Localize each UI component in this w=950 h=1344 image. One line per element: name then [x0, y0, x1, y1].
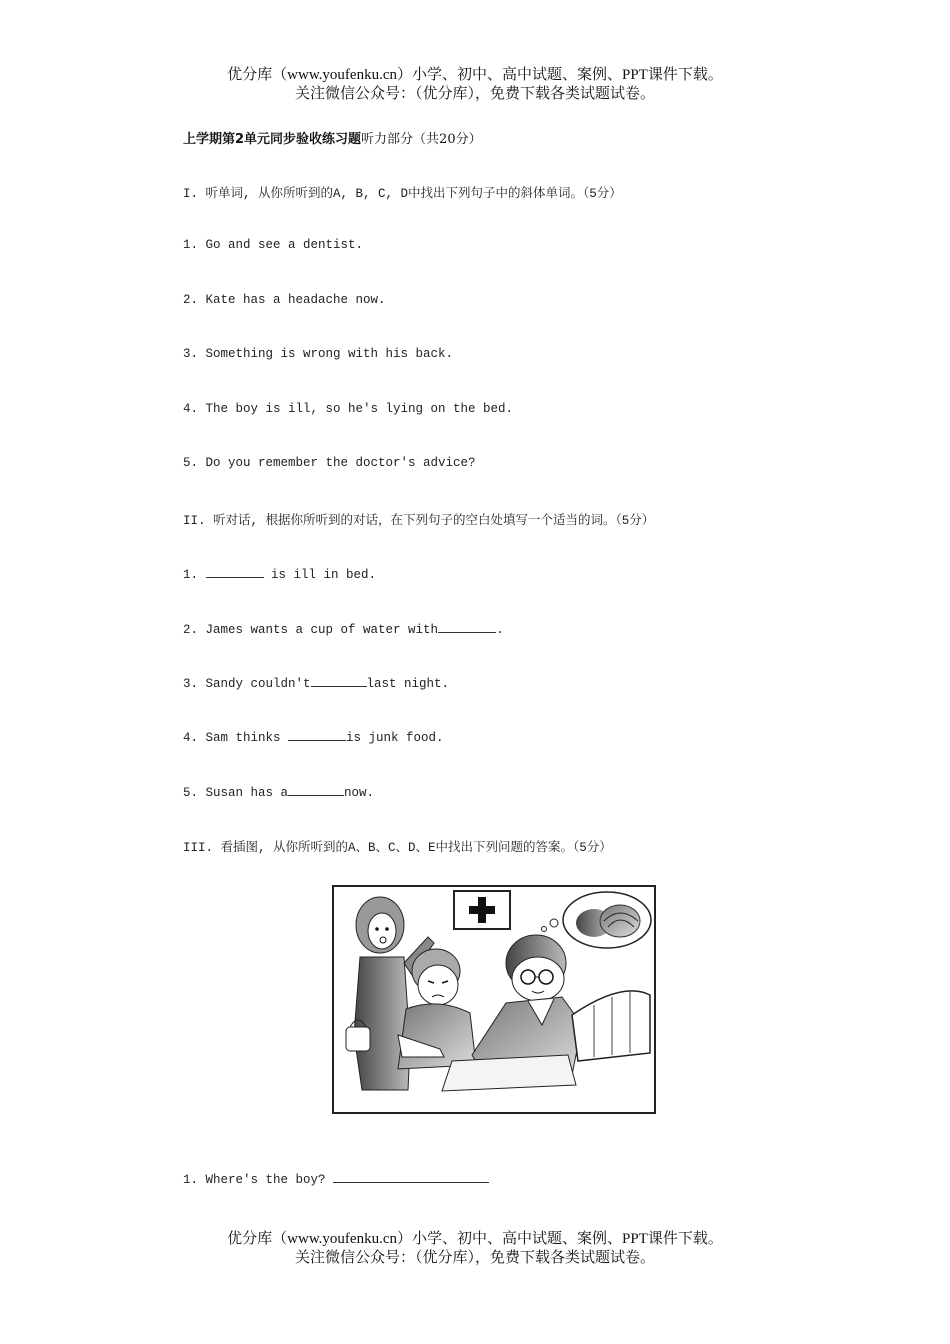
- clinic-illustration: [332, 885, 656, 1114]
- item-text-before: James wants a cup of water with: [205, 623, 439, 637]
- document-title: [183, 128, 482, 147]
- item-text-before: Susan has a: [205, 786, 289, 800]
- answer-blank[interactable]: [206, 565, 264, 578]
- item-text-before: Sam thinks: [205, 731, 289, 745]
- section-2-item-5: [183, 783, 374, 800]
- header-line-1: 优分库（www.youfenku.cn）小学、初中、高中试题、案例、PPT课件下载。: [227, 67, 723, 83]
- section-1-heading: I. 听单词, 从你所听到的A, B, C, D中找出下列句子中的斜体单词。（5分）: [183, 187, 622, 201]
- item-number: 2.: [183, 623, 206, 637]
- section-3-heading: III. 看插图, 从你所听到的A、B、C、D、E中找出下列问题的答案。（5分）: [183, 841, 612, 855]
- section-1-item-1: 1. Go and see a dentist.: [183, 238, 364, 252]
- answer-blank[interactable]: [288, 728, 346, 741]
- section-1-item-3: 3. Something is wrong with his back.: [183, 347, 454, 361]
- item-text-after: is junk food.: [346, 731, 444, 745]
- section-2-item-1: [183, 565, 376, 582]
- section-2-item-3: [183, 674, 449, 691]
- item-number: 1.: [183, 568, 206, 582]
- answer-blank[interactable]: [311, 674, 367, 687]
- answer-blank[interactable]: [438, 620, 496, 633]
- answer-blank[interactable]: [288, 783, 344, 796]
- item-number: 4.: [183, 731, 206, 745]
- item-text-after: is ill in bed.: [263, 568, 377, 582]
- title-rest: 听力部分（共20分）: [361, 132, 482, 147]
- section-1-item-4: 4. The boy is ill, so he's lying on the bed.: [183, 402, 514, 416]
- section-1-item-5: 5. Do you remember the doctor's advice?: [183, 456, 476, 470]
- section-2-heading: II. 听对话, 根据你所听到的对话，在下列句子的空白处填写一个适当的词。（5分）: [183, 514, 655, 528]
- item-number: 5.: [183, 786, 206, 800]
- section-2-item-2: [183, 620, 504, 637]
- item-text-after: .: [496, 623, 504, 637]
- footer-line-2: 关注微信公众号：（优分库），免费下载各类试题试卷。: [294, 1250, 655, 1266]
- question-text: 1. Where's the boy?: [183, 1173, 334, 1187]
- section-3-question-1: [183, 1170, 489, 1187]
- section-1-item-2: 2. Kate has a headache now.: [183, 293, 386, 307]
- item-text-after: last night.: [366, 677, 450, 691]
- section-2-item-4: [183, 728, 444, 745]
- footer-line-1: 优分库（www.youfenku.cn）小学、初中、高中试题、案例、PPT课件下载。: [227, 1231, 723, 1247]
- item-number: 3.: [183, 677, 206, 691]
- header-line-2: 关注微信公众号：（优分库），免费下载各类试题试卷。: [294, 86, 655, 102]
- title-bold: 上学期第2单元同步验收练习题: [183, 132, 362, 147]
- answer-blank[interactable]: [333, 1170, 489, 1183]
- item-text-after: now.: [344, 786, 375, 800]
- item-text-before: Sandy couldn't: [205, 677, 311, 691]
